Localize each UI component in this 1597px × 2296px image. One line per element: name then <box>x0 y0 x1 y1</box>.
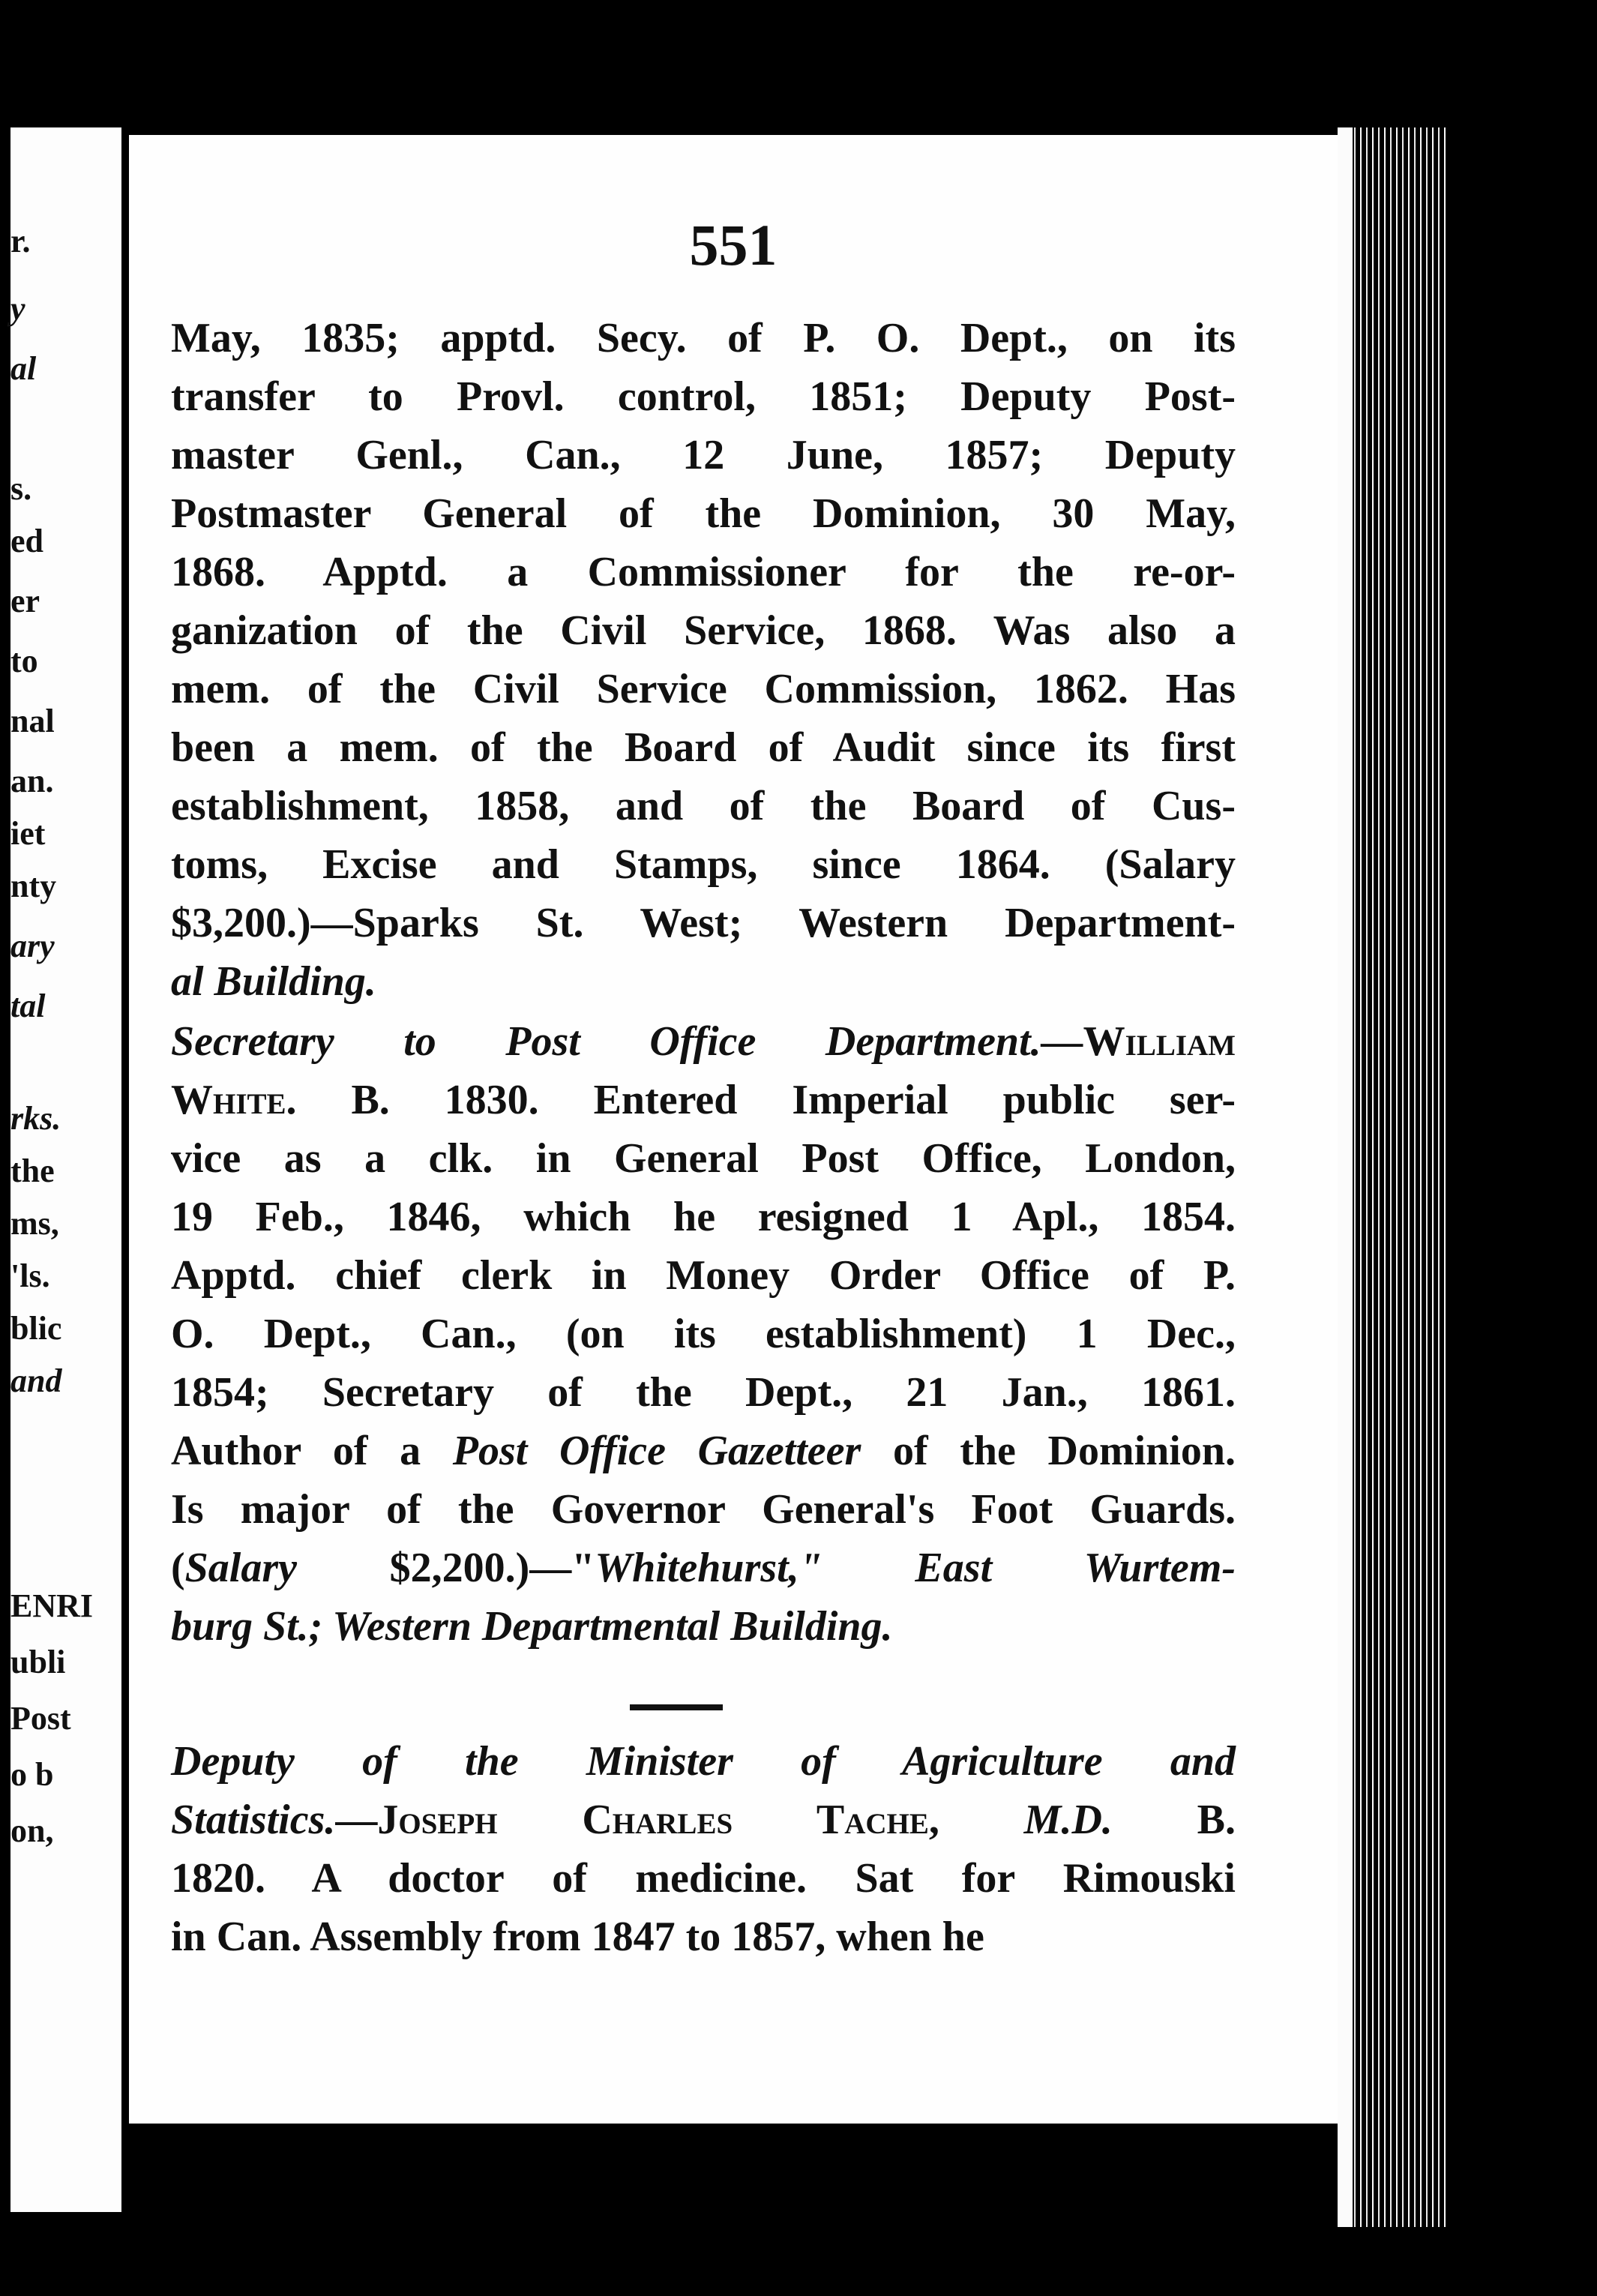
entry-line: master Genl., Can., 12 June, 1857; Deputy <box>171 432 1236 478</box>
person-name: Joseph Charles Tache, <box>377 1797 1024 1843</box>
margin-fragment: ed <box>10 523 43 559</box>
page-gutter <box>121 127 129 2212</box>
person-name: William <box>1083 1018 1236 1065</box>
margin-fragment: iet <box>10 815 46 852</box>
margin-fragment: ubli <box>10 1644 66 1680</box>
margin-fragment: o b <box>10 1756 54 1793</box>
margin-fragment: to <box>10 643 38 679</box>
person-name: White. <box>171 1077 297 1123</box>
entry-line <box>171 1012 1236 1071</box>
entry-line: burg St.; Western Departmental Building. <box>171 1603 893 1650</box>
entry-line: Postmaster General of the Dominion, 30 May, <box>171 490 1236 537</box>
margin-fragment: rks. <box>10 1100 61 1137</box>
entry-deputy-agriculture <box>171 1732 1236 1966</box>
margin-fragment: an. <box>10 763 54 799</box>
entry-line: al Building. <box>171 958 376 1005</box>
entry-heading: Deputy of the Minister of Agriculture and <box>171 1738 1236 1785</box>
entry-line: establishment, 1858, and of the Board of Cus- <box>171 783 1236 829</box>
book-title: Post Office Gazetteer <box>452 1428 861 1474</box>
entry-continued <box>171 309 1236 1011</box>
entry-line: ganization of the Civil Service, 1868. Was also a <box>171 607 1236 654</box>
margin-fragment: the <box>10 1152 55 1189</box>
margin-fragment: r. <box>10 223 31 259</box>
entry-line: Apptd. chief clerk in Money Order Office of P. <box>171 1252 1236 1299</box>
entry-line: O. Dept., Can., (on its establishment) 1 Dec., <box>171 1311 1236 1357</box>
margin-fragment: ENRI <box>10 1587 94 1624</box>
margin-fragment: on, <box>10 1812 54 1849</box>
margin-fragment: nal <box>10 703 55 739</box>
section-divider <box>630 1704 723 1710</box>
entry-line: Statistics.—Joseph Charles Tache, M.D. B. <box>171 1797 1236 1843</box>
entry-line: Is major of the Governor General's Foot Guards. <box>171 1486 1236 1533</box>
entry-line: transfer to Provl. control, 1851; Deputy Post- <box>171 373 1236 420</box>
entry-line: mem. of the Civil Service Commission, 1862. Has <box>171 666 1236 712</box>
margin-fragment: and <box>10 1362 62 1399</box>
entry-line: White. B. 1830. Entered Imperial public ser- <box>171 1077 1236 1123</box>
entry-line: been a mem. of the Board of Audit since its first <box>171 724 1236 771</box>
margin-fragment: blic <box>10 1310 62 1347</box>
margin-fragment: 'ls. <box>10 1257 50 1294</box>
margin-fragment: ms, <box>10 1205 59 1242</box>
margin-fragment: al <box>10 350 37 387</box>
margin-fragment: Post <box>10 1700 71 1737</box>
entry-line: vice as a clk. in General Post Office, London, <box>171 1135 1236 1182</box>
entry-line: Author of a Post Office Gazetteer of the Dominion. <box>171 1428 1236 1474</box>
entry-line: 1820. A doctor of medicine. Sat for Rimouski <box>171 1855 1236 1902</box>
page-stack-edge <box>1338 127 1450 2227</box>
book-page <box>129 135 1338 2124</box>
entry-line: 1854; Secretary of the Dept., 21 Jan., 1861. <box>171 1369 1236 1416</box>
margin-fragment: tal <box>10 988 46 1024</box>
margin-fragment: nty <box>10 868 57 904</box>
margin-fragment: er <box>10 583 40 619</box>
margin-fragment: s. <box>10 470 32 507</box>
margin-fragment: y <box>10 290 25 327</box>
entry-heading: Secretary to Post Office Department.— <box>171 1018 1083 1065</box>
entry-line: $3,200.)—Sparks St. West; Western Department- <box>171 900 1236 946</box>
entry-secretary-post-office <box>171 1012 1236 1656</box>
entry-line: 19 Feb., 1846, which he resigned 1 Apl., 1854. <box>171 1194 1236 1240</box>
entry-line: toms, Excise and Stamps, since 1864. (Salary <box>171 841 1236 888</box>
page-number: 551 <box>689 212 778 277</box>
margin-fragment: ary <box>10 928 55 964</box>
entry-line: 1868. Apptd. a Commissioner for the re-or- <box>171 549 1236 595</box>
adjacent-page-sliver <box>10 127 121 2212</box>
entry-line: in Can. Assembly from 1847 to 1857, when he <box>171 1914 984 1960</box>
entry-line: (Salary $2,200.)—"Whitehurst," East Wurtem- <box>171 1545 1236 1591</box>
entry-line: May, 1835; apptd. Secy. of P. O. Dept., on its <box>171 315 1236 361</box>
